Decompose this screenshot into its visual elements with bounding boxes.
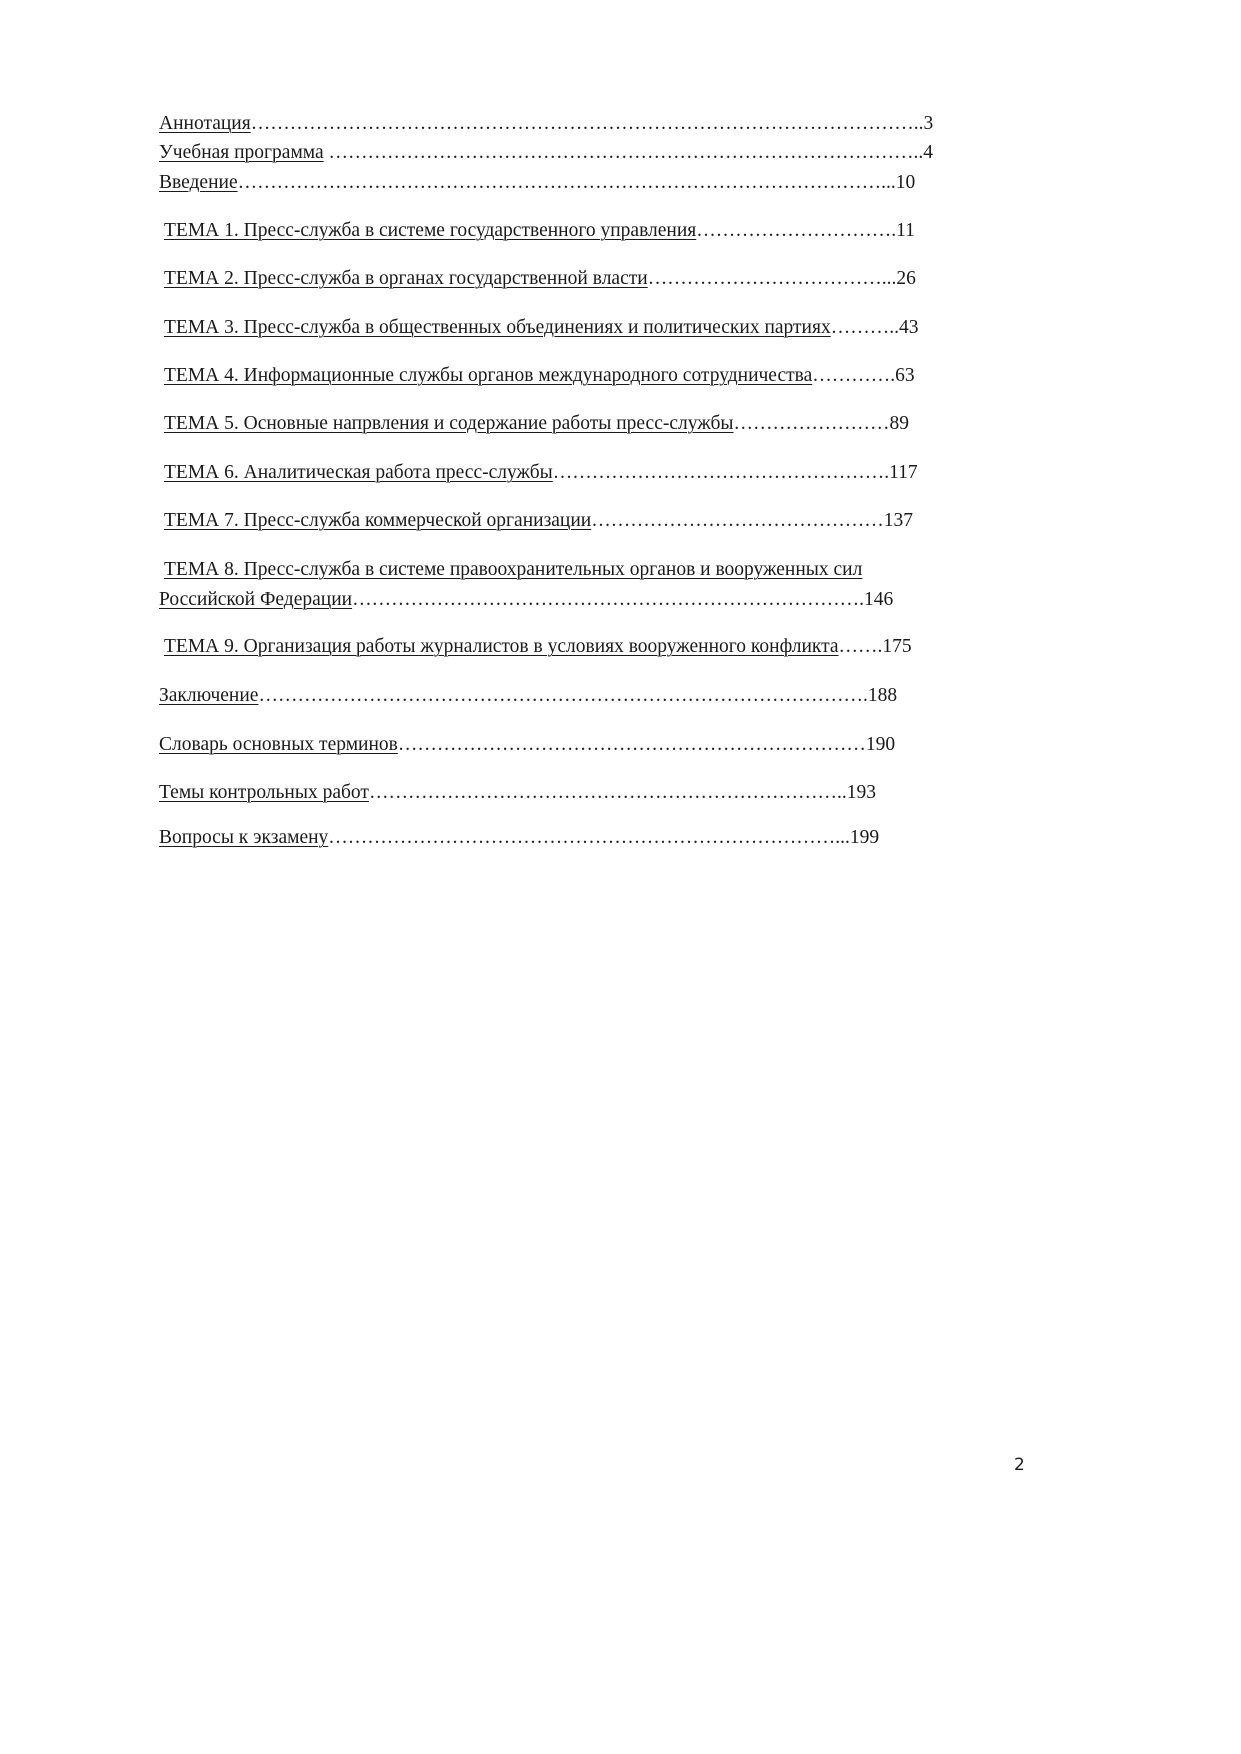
toc-link[interactable]: ТЕМА 2. Пресс-служба в органах государственной власти xyxy=(164,268,648,289)
toc-entry-test-topics[interactable] xyxy=(159,780,1029,806)
toc-link[interactable]: Вопросы к экзамену xyxy=(159,827,329,848)
toc-link[interactable]: ТЕМА 5. Основные напрвления и содержание работы пресс-службы xyxy=(164,413,734,434)
toc-leader: ……………………………………………………………………...199 xyxy=(328,827,880,848)
toc-leader: ……………………89 xyxy=(733,413,909,434)
toc-entry-introduction[interactable] xyxy=(159,170,1029,196)
toc-entry-glossary[interactable] xyxy=(159,732,1029,758)
toc-entry-topic-8[interactable] xyxy=(159,555,1029,615)
toc-link[interactable]: Введение xyxy=(159,172,238,193)
toc-entry-topic-7[interactable] xyxy=(164,508,1029,534)
toc-entry-annotation[interactable] xyxy=(159,111,1029,137)
toc-entry-line-2 xyxy=(159,585,1029,615)
toc-leader: ………………………………………………………………..193 xyxy=(368,782,876,803)
toc-leader: ………………………………………137 xyxy=(591,510,913,531)
toc-leader: ………………………………………………………………………………….188 xyxy=(258,685,898,706)
toc-leader: ………..43 xyxy=(830,317,919,338)
toc-leader: …………………………………………….117 xyxy=(552,462,918,483)
toc-leader: ………………………………...26 xyxy=(647,268,916,289)
toc-link[interactable]: Словарь основных терминов xyxy=(159,734,398,755)
toc-leader: ………………………….11 xyxy=(696,220,915,241)
toc-link[interactable]: Заключение xyxy=(159,685,259,706)
toc-link[interactable]: Аннотация xyxy=(159,113,251,134)
toc-leader: …….175 xyxy=(838,636,912,657)
toc-leader: …………………………………………………………………………………………..3 xyxy=(250,113,934,134)
toc-link[interactable]: ТЕМА 4. Информационные службы органов международного сотрудничества xyxy=(164,365,813,386)
toc-entry-conclusion[interactable] xyxy=(159,683,1029,709)
toc-entry-topic-2[interactable] xyxy=(164,266,1029,292)
toc-leader: ………………………………………………………………………………..4 xyxy=(323,142,934,163)
toc-leader: ………………………………………………………………………………………...10 xyxy=(237,172,916,193)
toc-leader: …………………………………………………………………….146 xyxy=(352,589,894,610)
toc-entry-line-1 xyxy=(159,555,1029,585)
toc-entry-exam-questions[interactable] xyxy=(159,825,1029,851)
toc-entry-topic-4[interactable] xyxy=(164,363,1029,389)
toc-entry-curriculum[interactable] xyxy=(159,140,1029,166)
toc-link[interactable]: ТЕМА 1. Пресс-служба в системе государственного управления xyxy=(164,220,697,241)
toc-entry-topic-5[interactable] xyxy=(164,411,1029,437)
toc-entry-topic-3[interactable] xyxy=(164,315,1029,341)
toc-leader: ………….63 xyxy=(812,365,915,386)
toc-entry-topic-1[interactable] xyxy=(164,218,1029,244)
toc-link[interactable]: ТЕМА 3. Пресс-служба в общественных объединениях и политических партиях xyxy=(164,317,831,338)
toc-link[interactable]: ТЕМА 7. Пресс-служба коммерческой организации xyxy=(164,510,592,531)
toc-entry-topic-6[interactable] xyxy=(164,460,1029,486)
toc-link[interactable]: Темы контрольных работ xyxy=(159,782,369,803)
toc-link[interactable]: ТЕМА 9. Организация работы журналистов в условиях вооруженного конфликта xyxy=(164,636,839,657)
toc-leader: ………………………………………………………………190 xyxy=(397,734,896,755)
toc-link[interactable]: Российской Федерации xyxy=(159,589,353,610)
toc-link[interactable]: ТЕМА 6. Аналитическая работа пресс-службы xyxy=(164,462,553,483)
toc-entry-topic-9[interactable] xyxy=(164,634,1029,660)
page-number: 2 xyxy=(1014,1455,1025,1475)
toc-link[interactable]: Учебная программа xyxy=(159,142,324,163)
toc-link[interactable]: ТЕМА 8. Пресс-служба в системе правоохранительных органов и вооруженных сил xyxy=(164,559,863,580)
